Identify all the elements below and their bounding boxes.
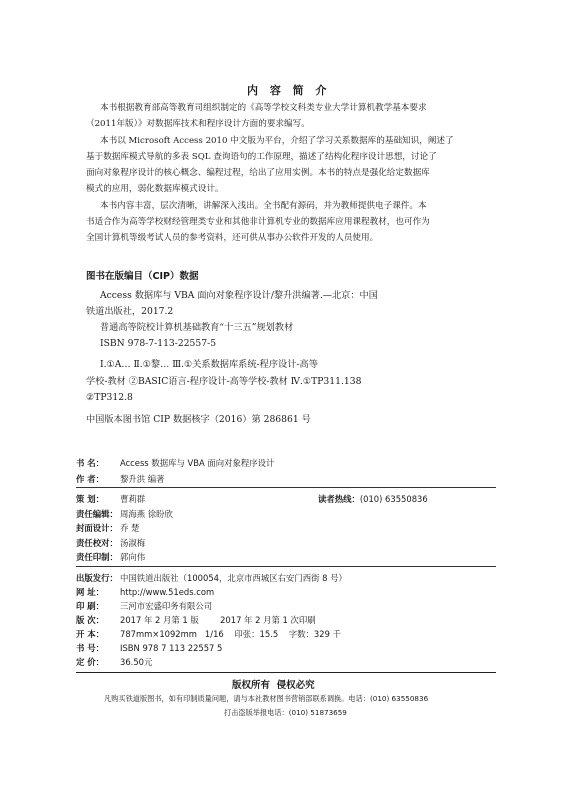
site: http://www.51eds.com [120,587,215,597]
edition: 2017 年 2 月第 1 版 2017 年 2 月第 1 次印刷 [120,615,316,625]
print-label: 责任印制： [76,552,118,562]
cip-line7: ②TP312.8 [86,392,133,403]
hotline: (010) 63550836 [359,494,428,504]
summary-p1-line1: 本书根据教育部高等教育司组织制定的《高等学校文科类专业大学计算机教学基本要求 [100,103,427,113]
cip-line2: 铁道出版社，2017.2 [86,306,174,317]
isbn-row [76,642,222,654]
proof: 汤淑梅 [120,538,146,548]
divider-1 [76,487,496,488]
summary-p3-line3: 全国计算机等级考试人员的参考资料，还可供从事办公软件开发的人员使用。 [86,233,379,243]
printer-label: 印 刷： [76,601,105,611]
cip-line1: Access 数据库与 VBA 面向对象程序设计/黎升洪编著.—北京：中国 [100,290,378,301]
price: 36.50元 [120,657,153,667]
publisher-label: 出版发行： [76,573,118,583]
summary-p2-line1: 本书以 Microsoft Access 2010 中文版为平台，介绍了学习关系数据库的基础知识，阐述了 [100,136,454,146]
hotline-label: 读者热线： [318,494,360,504]
copyright-notice: 版权所有 侵权必究 [232,680,315,691]
price-label: 定 价： [76,657,105,667]
planner-label: 策 划： [76,494,105,504]
cip-number: 中国版本图书馆 CIP 数据核字（2016）第 286861 号 [86,414,311,425]
book-author-row [76,473,165,485]
planner: 曹莉群 [120,494,146,504]
printer-row [76,600,212,612]
book-name-label: 书 名： [76,458,105,468]
summary-p3-line1: 本书内容丰富，层次清晰，讲解深入浅出。全书配有源码，并为教师提供电子课件。本 [100,201,427,211]
format-row [76,628,341,640]
cip-heading: 图书在版编目（CIP）数据 [86,271,199,282]
piracy-report: 打击盗版举报电话：(010) 51873659 [224,708,347,717]
cip-line4: ISBN 978-7-113-22557-5 [100,338,217,349]
publisher-row [76,572,347,584]
proof-label: 责任校对： [76,538,118,548]
edition-row [76,614,316,626]
divider-2 [76,566,496,567]
cover-row [76,522,139,534]
site-row [76,586,214,598]
summary-p2-line2: 基于数据库模式导航的多表 SQL 查询语句的工作原理，描述了结构化程序设计思想，讨论了 [86,152,437,162]
editor: 周海燕 徐盼欣 [120,509,173,519]
cip-line5: Ⅰ.①A… Ⅱ.①黎… Ⅲ.①关系数据库系统-程序设计-高等 [100,359,318,370]
book-author: 黎升洪 编著 [120,474,165,484]
summary-p3-line2: 书适合作为高等学校财经管理类专业和其他非计算机专业的数据库应用课程教材，也可作为 [86,217,430,227]
summary-p2-line4: 模式的应用，弱化数据库模式设计。 [86,184,224,194]
cip-line6: 学校-教材 ②BASIC语言-程序设计-高等学校-教材 Ⅳ.①TP311.138 [86,376,362,387]
divider-3 [76,672,496,673]
summary-title: 内 容 简 介 [247,84,331,97]
printer: 三河市宏盛印务有限公司 [120,601,213,611]
price-row [76,656,152,668]
book-author-label: 作 者： [76,474,105,484]
print-row [76,551,145,563]
editor-label: 责任编辑： [76,509,118,519]
proof-row [76,537,145,549]
hotline-row [318,493,428,505]
format-label: 开 本： [76,629,105,639]
replacement-notice: 凡购买铁道版图书，如有印制质量问题，请与本社教材图书营销部联系调换。电话：(010) 63550836 [104,694,429,703]
format: 787mm×1092mm 1/16 印张：15.5 字数：329 千 [120,629,341,639]
summary-p1-line2: （2011年版）》对数据库技术和程序设计方面的要求编写。 [86,119,310,129]
book-name: Access 数据库与 VBA 面向对象程序设计 [120,458,275,468]
isbn: ISBN 978 7 113 22557 5 [120,643,223,653]
site-label: 网 址： [76,587,105,597]
editor-row [76,508,173,520]
planner-row [76,493,145,505]
cip-line3: 普通高等院校计算机基础教育“十三五”规划教材 [100,322,294,333]
publisher: 中国铁道出版社（100054，北京市西城区右安门西街 8 号） [120,573,347,583]
isbn-label: 书 号： [76,643,105,653]
summary-p2-line3: 面向对象程序设计的核心概念、编程过程，给出了应用实例。本书的特点是强化给定数据库 [86,168,430,178]
book-name-row [76,457,274,469]
print: 郭向伟 [120,552,146,562]
edition-label: 版 次： [76,615,105,625]
cover: 乔 楚 [120,523,140,533]
cover-label: 封面设计： [76,523,118,533]
